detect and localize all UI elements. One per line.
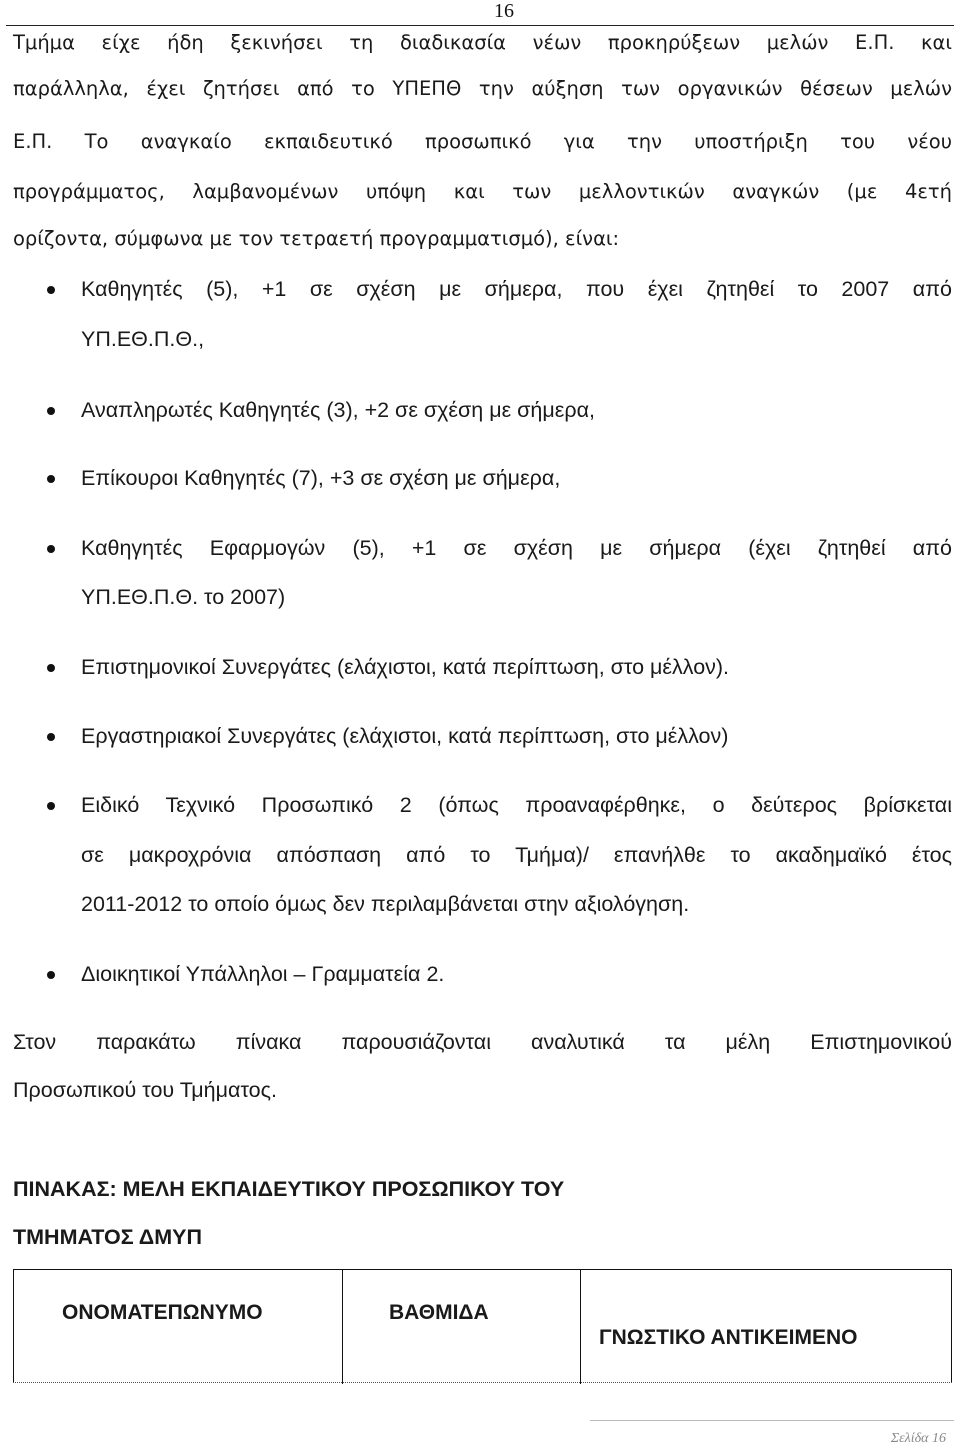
bullet-dot [47,664,55,672]
table-title: ΠΙΝΑΚΑΣ: ΜΕΛΗ ΕΚΠΑΙΔΕΥΤΙΚΟΥ ΠΡΟΣΩΠΙΚΟΥ ΤΟΥ [13,1177,565,1201]
bullet-dot [47,545,55,553]
bullet-line: 2011-2012 το οποίο όμως δεν περιλαμβάνεται στην αξιολόγηση. [81,892,690,916]
bullet-line: Καθηγητές (5), +1 σε σχέση με σήμερα, που έχει ζητηθεί το 2007 από [81,277,952,301]
footer-page-label: Σελίδα 16 [890,1431,946,1446]
bullet-line: Εργαστηριακοί Συνεργάτες (ελάχιστοι, κατά περίπτωση, στο μέλλον) [81,724,729,748]
table-title: ΤΜΗΜΑΤΟΣ ΔΜΥΠ [13,1225,202,1249]
column-divider [342,1270,343,1384]
bullet-line: Διοικητικοί Υπάλληλοι – Γραμματεία 2. [81,962,445,986]
bullet-line: Επίκουροι Καθηγητές (7), +3 σε σχέση με σήμερα, [81,466,561,490]
bullet-line: ΥΠ.ΕΘ.Π.Θ., [81,327,205,351]
intro-line: προγράμματος, λαμβανομένων υπόψη και των μελλοντικών αναγκών (με 4ετή [13,180,952,203]
page-number: 16 [494,0,514,22]
footer-rule [590,1420,954,1421]
bullet-dot [47,971,55,979]
intro-line: Ε.Π. Το αναγκαίο εκπαιδευτικό προσωπικό για την υποστήριξη του νέου [13,130,952,153]
closing-line: Στον παρακάτω πίνακα παρουσιάζονται αναλυτικά τα μέλη Επιστημονικού [13,1030,952,1054]
bullet-dot [47,733,55,741]
column-divider [580,1270,581,1384]
table-bottom-edge [13,1382,952,1384]
bullet-line: Αναπληρωτές Καθηγητές (3), +2 σε σχέση με σήμερα, [81,398,595,422]
intro-line: παράλληλα, έχει ζητήσει από το ΥΠΕΠΘ την αύξηση των οργανικών θέσεων μελών [13,77,952,100]
staff-table-header [13,1269,952,1383]
bullet-line: Επιστημονικοί Συνεργάτες (ελάχιστοι, κατά περίπτωση, στο μέλλον). [81,655,730,679]
bullet-line: Καθηγητές Εφαρμογών (5), +1 σε σχέση με σήμερα (έχει ζητηθεί από [81,536,952,560]
header-rule [6,25,954,26]
bullet-dot [47,407,55,415]
column-header-rank: ΒΑΘΜΙΔΑ [389,1301,489,1324]
bullet-line: σε μακροχρόνια απόσπαση από το Τμήμα)/ επανήλθε το ακαδημαϊκό έτος [81,843,952,867]
bullet-dot [47,286,55,294]
column-header-subject: ΓΝΩΣΤΙΚΟ ΑΝΤΙΚΕΙΜΕΝΟ [599,1326,858,1349]
closing-line: Προσωπικού του Τμήματος. [13,1078,277,1102]
bullet-line: Ειδικό Τεχνικό Προσωπικό 2 (όπως προαναφέρθηκε, ο δεύτερος βρίσκεται [81,793,952,817]
bullet-dot [47,475,55,483]
bullet-line: ΥΠ.ΕΘ.Π.Θ. το 2007) [81,585,286,609]
column-header-name: ΟΝΟΜΑΤΕΠΩΝΥΜΟ [62,1301,263,1324]
bullet-dot [47,802,55,810]
intro-line: ορίζοντα, σύμφωνα με τον τετραετή προγραμματισμό), είναι: [13,227,620,250]
intro-line: Τμήμα είχε ήδη ξεκινήσει τη διαδικασία νέων προκηρύξεων μελών Ε.Π. και [13,31,952,54]
